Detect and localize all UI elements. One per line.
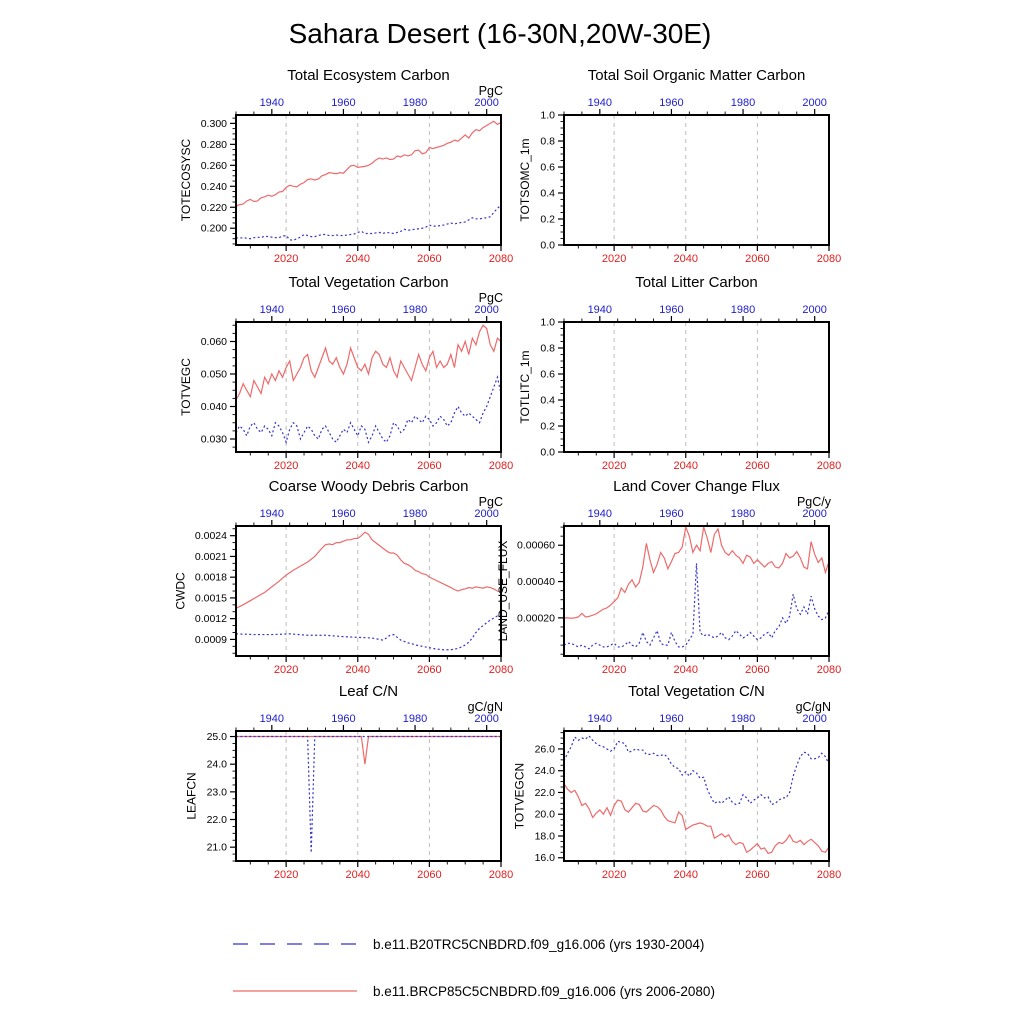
panel-total-litter-carbon xyxy=(459,270,889,475)
svg-text:0.0: 0.0 xyxy=(540,239,555,252)
svg-text:2080: 2080 xyxy=(488,664,514,676)
svg-text:0.050: 0.050 xyxy=(200,368,227,381)
svg-text:2060: 2060 xyxy=(745,460,770,472)
svg-text:2000: 2000 xyxy=(474,304,499,316)
svg-text:1980: 1980 xyxy=(730,97,756,109)
svg-text:2020: 2020 xyxy=(601,253,627,265)
panel-title: Coarse Woody Debris Carbon xyxy=(268,478,469,495)
svg-text:2080: 2080 xyxy=(816,869,842,881)
svg-text:2000: 2000 xyxy=(802,97,827,109)
svg-text:16.0: 16.0 xyxy=(534,852,555,865)
svg-text:2020: 2020 xyxy=(601,869,627,881)
svg-text:0.0: 0.0 xyxy=(540,446,555,459)
svg-text:22.0: 22.0 xyxy=(534,786,555,799)
svg-text:0.2: 0.2 xyxy=(540,420,555,433)
svg-text:0.6: 0.6 xyxy=(540,368,555,381)
svg-text:1940: 1940 xyxy=(587,97,613,109)
svg-text:2060: 2060 xyxy=(417,664,442,676)
svg-text:24.0: 24.0 xyxy=(206,758,227,771)
svg-text:2080: 2080 xyxy=(488,253,514,265)
svg-text:18.0: 18.0 xyxy=(534,830,555,843)
svg-text:2060: 2060 xyxy=(745,664,770,676)
svg-text:1980: 1980 xyxy=(730,713,756,725)
svg-text:2040: 2040 xyxy=(673,869,698,881)
svg-text:25.0: 25.0 xyxy=(206,731,227,744)
svg-text:1960: 1960 xyxy=(659,97,684,109)
svg-text:2020: 2020 xyxy=(273,869,299,881)
svg-text:1940: 1940 xyxy=(587,304,613,316)
legend-item-label: b.e11.B20TRC5CNBDRD.f09_g16.006 (yrs 1930-2004) xyxy=(373,936,705,952)
svg-text:1980: 1980 xyxy=(402,97,428,109)
svg-text:1960: 1960 xyxy=(659,508,684,520)
svg-text:2020: 2020 xyxy=(273,253,299,265)
svg-text:0.260: 0.260 xyxy=(200,159,227,172)
svg-text:2060: 2060 xyxy=(745,869,770,881)
svg-text:0.040: 0.040 xyxy=(200,401,227,413)
svg-text:TOTVEGCN: TOTVEGCN xyxy=(512,762,527,830)
svg-text:0.0009: 0.0009 xyxy=(194,633,227,646)
svg-text:2040: 2040 xyxy=(345,253,370,265)
svg-text:1960: 1960 xyxy=(331,97,356,109)
svg-text:TOTSOMC_1m: TOTSOMC_1m xyxy=(518,138,533,222)
svg-text:1960: 1960 xyxy=(659,304,684,316)
svg-text:0.030: 0.030 xyxy=(200,433,227,446)
svg-text:LEAFCN: LEAFCN xyxy=(184,772,199,820)
svg-text:CWDC: CWDC xyxy=(173,572,188,610)
svg-text:1940: 1940 xyxy=(259,97,285,109)
svg-text:2000: 2000 xyxy=(474,713,499,725)
svg-text:0.060: 0.060 xyxy=(200,336,227,348)
svg-text:LAND_USE_FLUX: LAND_USE_FLUX xyxy=(495,540,510,642)
svg-text:23.0: 23.0 xyxy=(206,786,227,799)
svg-text:2000: 2000 xyxy=(474,97,499,109)
panel-title: Total Litter Carbon xyxy=(635,274,758,291)
svg-text:2040: 2040 xyxy=(673,253,698,265)
svg-text:0.0024: 0.0024 xyxy=(194,530,227,543)
svg-text:2080: 2080 xyxy=(816,460,842,472)
svg-text:24.0: 24.0 xyxy=(534,765,555,778)
svg-text:PgC: PgC xyxy=(478,495,503,509)
panel-title: Total Vegetation Carbon xyxy=(288,274,449,291)
page-title: Sahara Desert (16-30N,20W-30E) xyxy=(288,18,712,49)
svg-text:2080: 2080 xyxy=(488,869,514,881)
svg-text:2000: 2000 xyxy=(802,508,827,520)
legend-line-dashed-icon xyxy=(231,938,359,950)
svg-text:TOTLITC_1m: TOTLITC_1m xyxy=(518,350,533,424)
svg-text:0.8: 0.8 xyxy=(540,342,555,355)
chart-total-litter-carbon xyxy=(459,270,889,475)
svg-text:2040: 2040 xyxy=(345,460,370,472)
panel-title: Total Vegetation C/N xyxy=(628,683,765,700)
legend-line-solid-icon xyxy=(231,985,359,997)
svg-text:PgC/y: PgC/y xyxy=(796,495,831,509)
panel-title: Land Cover Change Flux xyxy=(613,478,780,495)
svg-text:PgC: PgC xyxy=(478,291,503,305)
legend-item-label: b.e11.BRCP85C5CNBDRD.f09_g16.006 (yrs 2006-2080) xyxy=(373,983,715,999)
legend-item-historical xyxy=(231,936,715,952)
svg-text:2000: 2000 xyxy=(802,713,827,725)
svg-text:20.0: 20.0 xyxy=(534,808,555,821)
svg-text:1940: 1940 xyxy=(259,713,285,725)
panel-total-vegetation-cn xyxy=(459,679,889,884)
svg-text:0.0018: 0.0018 xyxy=(194,571,227,584)
svg-text:TOTVEGC: TOTVEGC xyxy=(179,358,193,416)
svg-text:0.6: 0.6 xyxy=(540,161,555,174)
legend-item-rcp85 xyxy=(231,983,715,999)
svg-text:2060: 2060 xyxy=(745,253,770,265)
svg-text:21.0: 21.0 xyxy=(206,841,227,854)
chart-total-vegetation-cn xyxy=(459,679,889,884)
panel-total-soil-organic-matter-carbon xyxy=(459,63,889,268)
svg-text:2040: 2040 xyxy=(345,869,370,881)
svg-text:0.280: 0.280 xyxy=(200,138,227,151)
svg-text:2060: 2060 xyxy=(417,253,442,265)
svg-text:1980: 1980 xyxy=(402,508,428,520)
svg-text:0.00040: 0.00040 xyxy=(517,576,555,589)
svg-text:1960: 1960 xyxy=(659,713,684,725)
svg-text:22.0: 22.0 xyxy=(206,814,227,827)
svg-text:1960: 1960 xyxy=(331,508,356,520)
panel-title: Leaf C/N xyxy=(338,683,399,700)
svg-text:1980: 1980 xyxy=(402,304,428,316)
svg-text:0.2: 0.2 xyxy=(540,213,555,226)
svg-text:0.300: 0.300 xyxy=(200,117,227,130)
svg-text:2000: 2000 xyxy=(802,304,827,316)
svg-text:2040: 2040 xyxy=(345,664,370,676)
svg-text:1960: 1960 xyxy=(331,304,356,316)
svg-text:2080: 2080 xyxy=(816,253,842,265)
svg-text:0.4: 0.4 xyxy=(540,187,555,200)
svg-text:0.8: 0.8 xyxy=(540,135,555,148)
svg-text:PgC: PgC xyxy=(478,84,503,98)
svg-text:2040: 2040 xyxy=(673,460,698,472)
svg-text:0.4: 0.4 xyxy=(540,394,555,407)
svg-text:1980: 1980 xyxy=(730,304,756,316)
svg-text:2080: 2080 xyxy=(816,664,842,676)
chart-land-cover-change-flux xyxy=(459,474,889,679)
svg-text:1940: 1940 xyxy=(587,713,613,725)
svg-text:1940: 1940 xyxy=(587,508,613,520)
svg-text:1980: 1980 xyxy=(730,508,756,520)
svg-text:0.240: 0.240 xyxy=(200,180,227,193)
svg-text:2060: 2060 xyxy=(417,869,442,881)
svg-text:gC/gN: gC/gN xyxy=(467,700,503,714)
svg-text:2020: 2020 xyxy=(601,664,627,676)
svg-text:2020: 2020 xyxy=(601,460,627,472)
svg-text:2020: 2020 xyxy=(273,664,299,676)
svg-text:26.0: 26.0 xyxy=(534,743,555,756)
svg-text:2080: 2080 xyxy=(488,460,514,472)
svg-text:1940: 1940 xyxy=(259,304,285,316)
svg-text:0.0015: 0.0015 xyxy=(194,592,227,605)
legend xyxy=(231,936,715,1024)
panel-title: Total Ecosystem Carbon xyxy=(287,67,450,84)
svg-text:TOTECOSYSC: TOTECOSYSC xyxy=(179,138,193,222)
svg-text:0.0012: 0.0012 xyxy=(194,613,227,626)
svg-text:1980: 1980 xyxy=(402,713,428,725)
svg-text:2040: 2040 xyxy=(673,664,698,676)
svg-text:1.0: 1.0 xyxy=(540,316,555,329)
svg-text:0.200: 0.200 xyxy=(200,222,227,235)
svg-text:0.220: 0.220 xyxy=(200,201,227,214)
panel-title: Total Soil Organic Matter Carbon xyxy=(587,67,806,84)
panel-land-cover-change-flux xyxy=(459,474,889,679)
svg-text:2020: 2020 xyxy=(273,460,299,472)
svg-text:2000: 2000 xyxy=(474,508,499,520)
svg-text:0.00020: 0.00020 xyxy=(517,612,555,625)
svg-text:2060: 2060 xyxy=(417,460,442,472)
svg-text:1.0: 1.0 xyxy=(540,109,555,122)
svg-text:0.00060: 0.00060 xyxy=(517,539,555,552)
svg-text:0.0021: 0.0021 xyxy=(194,550,227,563)
svg-text:1940: 1940 xyxy=(259,508,285,520)
chart-total-soil-organic-matter-carbon xyxy=(459,63,889,268)
svg-text:1960: 1960 xyxy=(331,713,356,725)
svg-text:gC/gN: gC/gN xyxy=(795,700,831,714)
